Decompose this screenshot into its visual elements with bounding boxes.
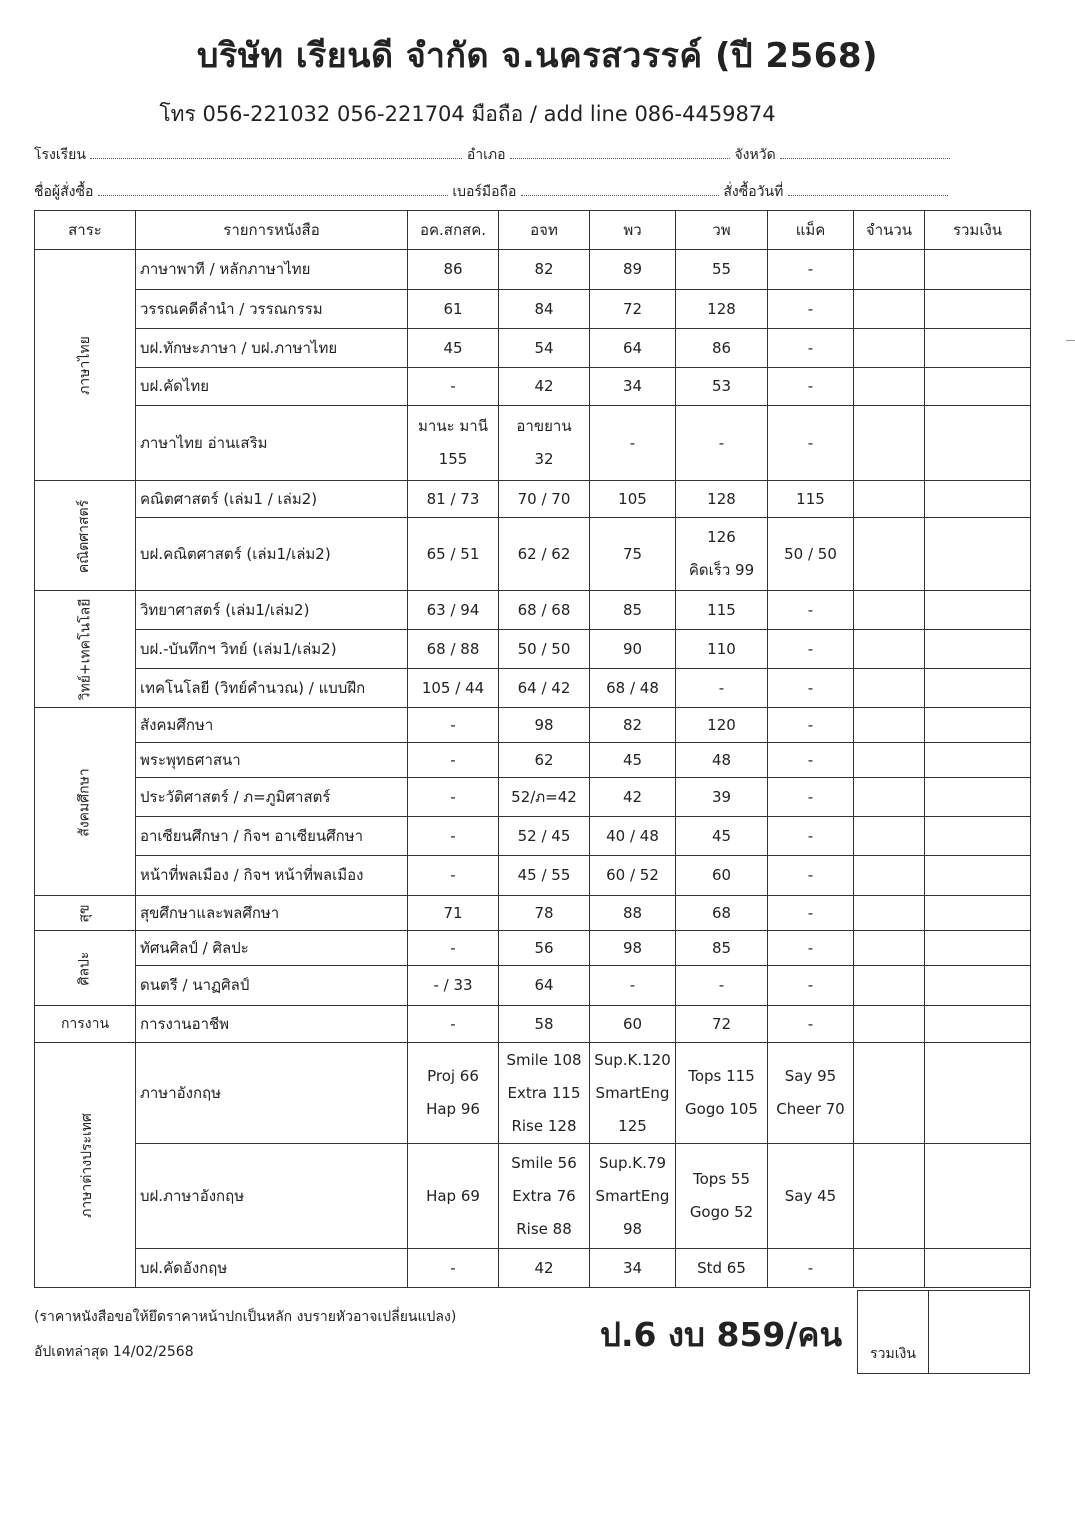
price-cell: 48 [676,743,768,778]
book-title: บฝ.คณิตศาสตร์ (เล่ม1/เล่ม2) [136,518,408,591]
book-title: หน้าที่พลเมือง / กิจฯ หน้าที่พลเมือง [136,856,408,896]
price-cell: 128 [676,290,768,329]
price-cell: 52 / 45 [499,817,590,856]
page-title: บริษัท เรียนดี จำกัด จ.นครสวรรค์ (ปี 2568) [196,36,879,76]
table-row [35,856,1031,896]
total-cell[interactable] [925,778,1031,817]
price-cell: Proj 66 Hap 96 [408,1043,499,1144]
book-title: สังคมศึกษา [136,708,408,743]
scan-edge-mark [1066,340,1075,341]
price-note: (ราคาหนังสือขอให้ยึดราคาหน้าปกเป็นหลัก งบรายหัวอาจเปลี่ยนแปลง) [34,1309,457,1325]
price-cell: 128 [676,481,768,518]
price-cell: - [768,1249,854,1288]
subject-career: การงาน [35,1006,136,1043]
table-row [35,1043,1031,1144]
subject-thai: ภาษาไทย [35,250,136,481]
total-cell[interactable] [925,743,1031,778]
form-line-buyer [34,181,1034,203]
grand-total-box [857,1290,1030,1374]
total-cell[interactable] [925,1249,1031,1288]
price-cell: 61 [408,290,499,329]
price-cell: 120 [676,708,768,743]
table-row [35,368,1031,406]
mobile-label: เบอร์มือถือ [452,184,517,200]
price-cell: - [676,966,768,1006]
book-title: คณิตศาสตร์ (เล่ม1 / เล่ม2) [136,481,408,518]
price-cell: - [408,817,499,856]
price-cell: Say 95 Cheer 70 [768,1043,854,1144]
subject-foreign-language: ภาษาต่างประเทศ [35,1043,136,1288]
district-label: อำเภอ [466,147,506,163]
buyer-field[interactable] [98,183,448,196]
price-cell: - [590,966,676,1006]
price-cell: 34 [590,1249,676,1288]
book-title: อาเซียนศึกษา / กิจฯ อาเซียนศึกษา [136,817,408,856]
price-cell: 45 / 55 [499,856,590,896]
quantity-cell[interactable] [854,1006,925,1043]
price-cell: 115 [676,591,768,630]
book-order-table [34,210,1031,1288]
contact-phone: โทร 056-221032 056-221704 มือถือ / add line 086-4459874 [159,102,776,126]
subject-arts: ศิลปะ [35,931,136,1006]
price-cell: Smile 56 Extra 76 Rise 88 [499,1144,590,1249]
price-cell: 68 / 88 [408,630,499,669]
price-cell: - [768,778,854,817]
total-cell[interactable] [925,966,1031,1006]
order-date-label: สั่งซื้อวันที่ [723,184,784,200]
province-label: จังหวัด [734,147,776,163]
quantity-cell[interactable] [854,966,925,1006]
total-cell[interactable] [925,708,1031,743]
table-row [35,481,1031,518]
table-row [35,290,1031,329]
book-title: ประวัติศาสตร์ / ภ=ภูมิศาสตร์ [136,778,408,817]
price-cell: 64 / 42 [499,669,590,708]
table-row [35,1144,1031,1249]
price-cell: 115 [768,481,854,518]
quantity-cell[interactable] [854,481,925,518]
last-updated: อัปเดทล่าสุด 14/02/2568 [34,1344,194,1360]
quantity-cell[interactable] [854,630,925,669]
total-cell[interactable] [925,518,1031,591]
price-cell: 105 / 44 [408,669,499,708]
price-cell: - [676,669,768,708]
price-cell: 86 [676,329,768,368]
header-publisher-3: พว [590,211,676,250]
total-cell[interactable] [925,1043,1031,1144]
price-cell: Tops 55 Gogo 52 [676,1144,768,1249]
header-subject: สาระ [35,211,136,250]
price-cell: 39 [676,778,768,817]
price-cell: - [408,368,499,406]
school-field[interactable] [90,146,462,159]
subject-math: คณิตศาสตร์ [35,481,136,591]
quantity-cell[interactable] [854,1043,925,1144]
book-title: บฝ.ทักษะภาษา / บฝ.ภาษาไทย [136,329,408,368]
quantity-cell[interactable] [854,669,925,708]
book-title: ดนตรี / นาฏศิลป์ [136,966,408,1006]
table-row [35,630,1031,669]
quantity-cell[interactable] [854,368,925,406]
table-row [35,743,1031,778]
price-cell: 68 / 68 [499,591,590,630]
price-cell: - [768,669,854,708]
book-title: บฝ.คัดไทย [136,368,408,406]
total-cell[interactable] [925,856,1031,896]
price-cell: 56 [499,931,590,966]
price-cell: - [408,931,499,966]
book-title: ภาษาพาที / หลักภาษาไทย [136,250,408,290]
price-cell: 65 / 51 [408,518,499,591]
price-cell: - [768,406,854,481]
price-cell: 52/ภ=42 [499,778,590,817]
table-row [35,250,1031,290]
price-cell: - [768,817,854,856]
grand-total-cell[interactable] [929,1291,1030,1374]
quantity-cell[interactable] [854,518,925,591]
table-header [35,211,1031,250]
total-cell[interactable] [925,591,1031,630]
price-cell: 126 คิดเร็ว 99 [676,518,768,591]
header-publisher-5: แม็ค [768,211,854,250]
table-row [35,778,1031,817]
form-line-school [34,144,1034,166]
price-cell: - [408,1249,499,1288]
quantity-cell[interactable] [854,817,925,856]
price-cell: - [408,708,499,743]
district-field[interactable] [510,146,730,159]
price-cell: Say 45 [768,1144,854,1249]
price-cell: - [768,368,854,406]
price-cell: 71 [408,896,499,931]
table-row [35,406,1031,481]
total-cell[interactable] [925,290,1031,329]
price-cell: - [768,591,854,630]
mobile-field[interactable] [521,183,719,196]
price-cell: 82 [590,708,676,743]
price-cell: 42 [499,1249,590,1288]
subject-social: สังคมศึกษา [35,708,136,896]
price-cell: - [768,630,854,669]
book-title: ภาษาไทย อ่านเสริม [136,406,408,481]
price-cell: - [768,1006,854,1043]
price-cell: - [408,743,499,778]
quantity-cell[interactable] [854,931,925,966]
buyer-label: ชื่อผู้สั่งซื้อ [34,184,94,200]
price-cell: - [408,778,499,817]
price-cell: - [768,966,854,1006]
total-cell[interactable] [925,1006,1031,1043]
total-cell[interactable] [925,250,1031,290]
quantity-cell[interactable] [854,591,925,630]
order-date-field[interactable] [788,183,948,196]
price-cell: 60 [676,856,768,896]
price-cell: 105 [590,481,676,518]
price-cell: Sup.K.120 SmartEng 125 [590,1043,676,1144]
quantity-cell[interactable] [854,406,925,481]
book-title: บฝ.ภาษาอังกฤษ [136,1144,408,1249]
price-cell: 78 [499,896,590,931]
price-cell: 58 [499,1006,590,1043]
price-cell: 68 [676,896,768,931]
price-cell: มานะ มานี 155 [408,406,499,481]
price-cell: 75 [590,518,676,591]
price-cell: 42 [590,778,676,817]
quantity-cell[interactable] [854,1144,925,1249]
book-title: วรรณคดีลำนำ / วรรณกรรม [136,290,408,329]
table-row [35,931,1031,966]
price-cell: 89 [590,250,676,290]
header-book: รายการหนังสือ [136,211,408,250]
price-cell: - [408,856,499,896]
price-cell: 60 / 52 [590,856,676,896]
grand-total-label: รวมเงิน [858,1291,929,1374]
book-title: การงานอาชีพ [136,1006,408,1043]
price-cell: 72 [590,290,676,329]
total-cell[interactable] [925,368,1031,406]
total-cell[interactable] [925,406,1031,481]
table-row [35,669,1031,708]
price-cell: 45 [408,329,499,368]
price-cell: 54 [499,329,590,368]
price-cell: Tops 115 Gogo 105 [676,1043,768,1144]
header-total: รวมเงิน [925,211,1031,250]
total-cell[interactable] [925,817,1031,856]
book-title: เทคโนโลยี (วิทย์คำนวณ) / แบบฝึก [136,669,408,708]
book-title: พระพุทธศาสนา [136,743,408,778]
price-cell: - [408,1006,499,1043]
price-cell: 110 [676,630,768,669]
price-cell: 63 / 94 [408,591,499,630]
price-cell: 98 [590,931,676,966]
price-cell: - [768,250,854,290]
price-cell: - [590,406,676,481]
table-row [35,518,1031,591]
price-cell: 53 [676,368,768,406]
price-cell: 84 [499,290,590,329]
price-cell: 60 [590,1006,676,1043]
price-cell: 45 [676,817,768,856]
table-row [35,966,1031,1006]
price-cell: 55 [676,250,768,290]
price-cell: 88 [590,896,676,931]
total-cell[interactable] [925,669,1031,708]
header-publisher-1: อค.สกสค. [408,211,499,250]
quantity-cell[interactable] [854,778,925,817]
price-cell: 98 [499,708,590,743]
table-row [35,1006,1031,1043]
price-cell: - [768,290,854,329]
budget-per-student: ป.6 งบ 859/คน [600,1315,843,1354]
subject-health: สุข [35,896,136,931]
table-row [35,1249,1031,1288]
header-publisher-4: วพ [676,211,768,250]
header-publisher-2: อจท [499,211,590,250]
price-cell: - [768,931,854,966]
total-cell[interactable] [925,896,1031,931]
table-row [35,591,1031,630]
price-cell: 72 [676,1006,768,1043]
price-cell: 81 / 73 [408,481,499,518]
price-cell: 68 / 48 [590,669,676,708]
book-title: ทัศนศิลป์ / ศิลปะ [136,931,408,966]
total-cell[interactable] [925,329,1031,368]
price-cell: Sup.K.79 SmartEng 98 [590,1144,676,1249]
total-cell[interactable] [925,1144,1031,1249]
quantity-cell[interactable] [854,329,925,368]
price-cell: 45 [590,743,676,778]
price-cell: 70 / 70 [499,481,590,518]
quantity-cell[interactable] [854,250,925,290]
table-row [35,896,1031,931]
price-cell: 90 [590,630,676,669]
price-cell: 42 [499,368,590,406]
price-cell: 64 [499,966,590,1006]
price-cell: - [768,329,854,368]
price-cell: - [768,743,854,778]
price-cell: 85 [676,931,768,966]
price-cell: Hap 69 [408,1144,499,1249]
price-cell: 62 [499,743,590,778]
price-cell: 62 / 62 [499,518,590,591]
quantity-cell[interactable] [854,290,925,329]
price-cell: Std 65 [676,1249,768,1288]
total-cell[interactable] [925,931,1031,966]
price-cell: - [768,708,854,743]
school-label: โรงเรียน [34,147,86,163]
price-cell: 64 [590,329,676,368]
table-row [35,817,1031,856]
price-cell: อาขยาน 32 [499,406,590,481]
table-row [35,329,1031,368]
book-title: บฝ.-บันทึกฯ วิทย์ (เล่ม1/เล่ม2) [136,630,408,669]
subject-science: วิทย์+เทคโนโลยี [35,591,136,708]
quantity-cell[interactable] [854,708,925,743]
quantity-cell[interactable] [854,856,925,896]
price-cell: - [768,896,854,931]
quantity-cell[interactable] [854,1249,925,1288]
quantity-cell[interactable] [854,896,925,931]
header-quantity: จำนวน [854,211,925,250]
book-title: วิทยาศาสตร์ (เล่ม1/เล่ม2) [136,591,408,630]
book-title: ภาษาอังกฤษ [136,1043,408,1144]
province-field[interactable] [780,146,950,159]
price-cell: Smile 108 Extra 115 Rise 128 [499,1043,590,1144]
price-cell: 50 / 50 [499,630,590,669]
price-cell: - [768,856,854,896]
quantity-cell[interactable] [854,743,925,778]
price-cell: 40 / 48 [590,817,676,856]
price-cell: 86 [408,250,499,290]
price-cell: 85 [590,591,676,630]
price-cell: - [676,406,768,481]
price-cell: - / 33 [408,966,499,1006]
total-cell[interactable] [925,630,1031,669]
price-cell: 34 [590,368,676,406]
book-title: บฝ.คัดอังกฤษ [136,1249,408,1288]
price-cell: 82 [499,250,590,290]
table-row [35,708,1031,743]
price-cell: 50 / 50 [768,518,854,591]
total-cell[interactable] [925,481,1031,518]
book-title: สุขศึกษาและพลศึกษา [136,896,408,931]
